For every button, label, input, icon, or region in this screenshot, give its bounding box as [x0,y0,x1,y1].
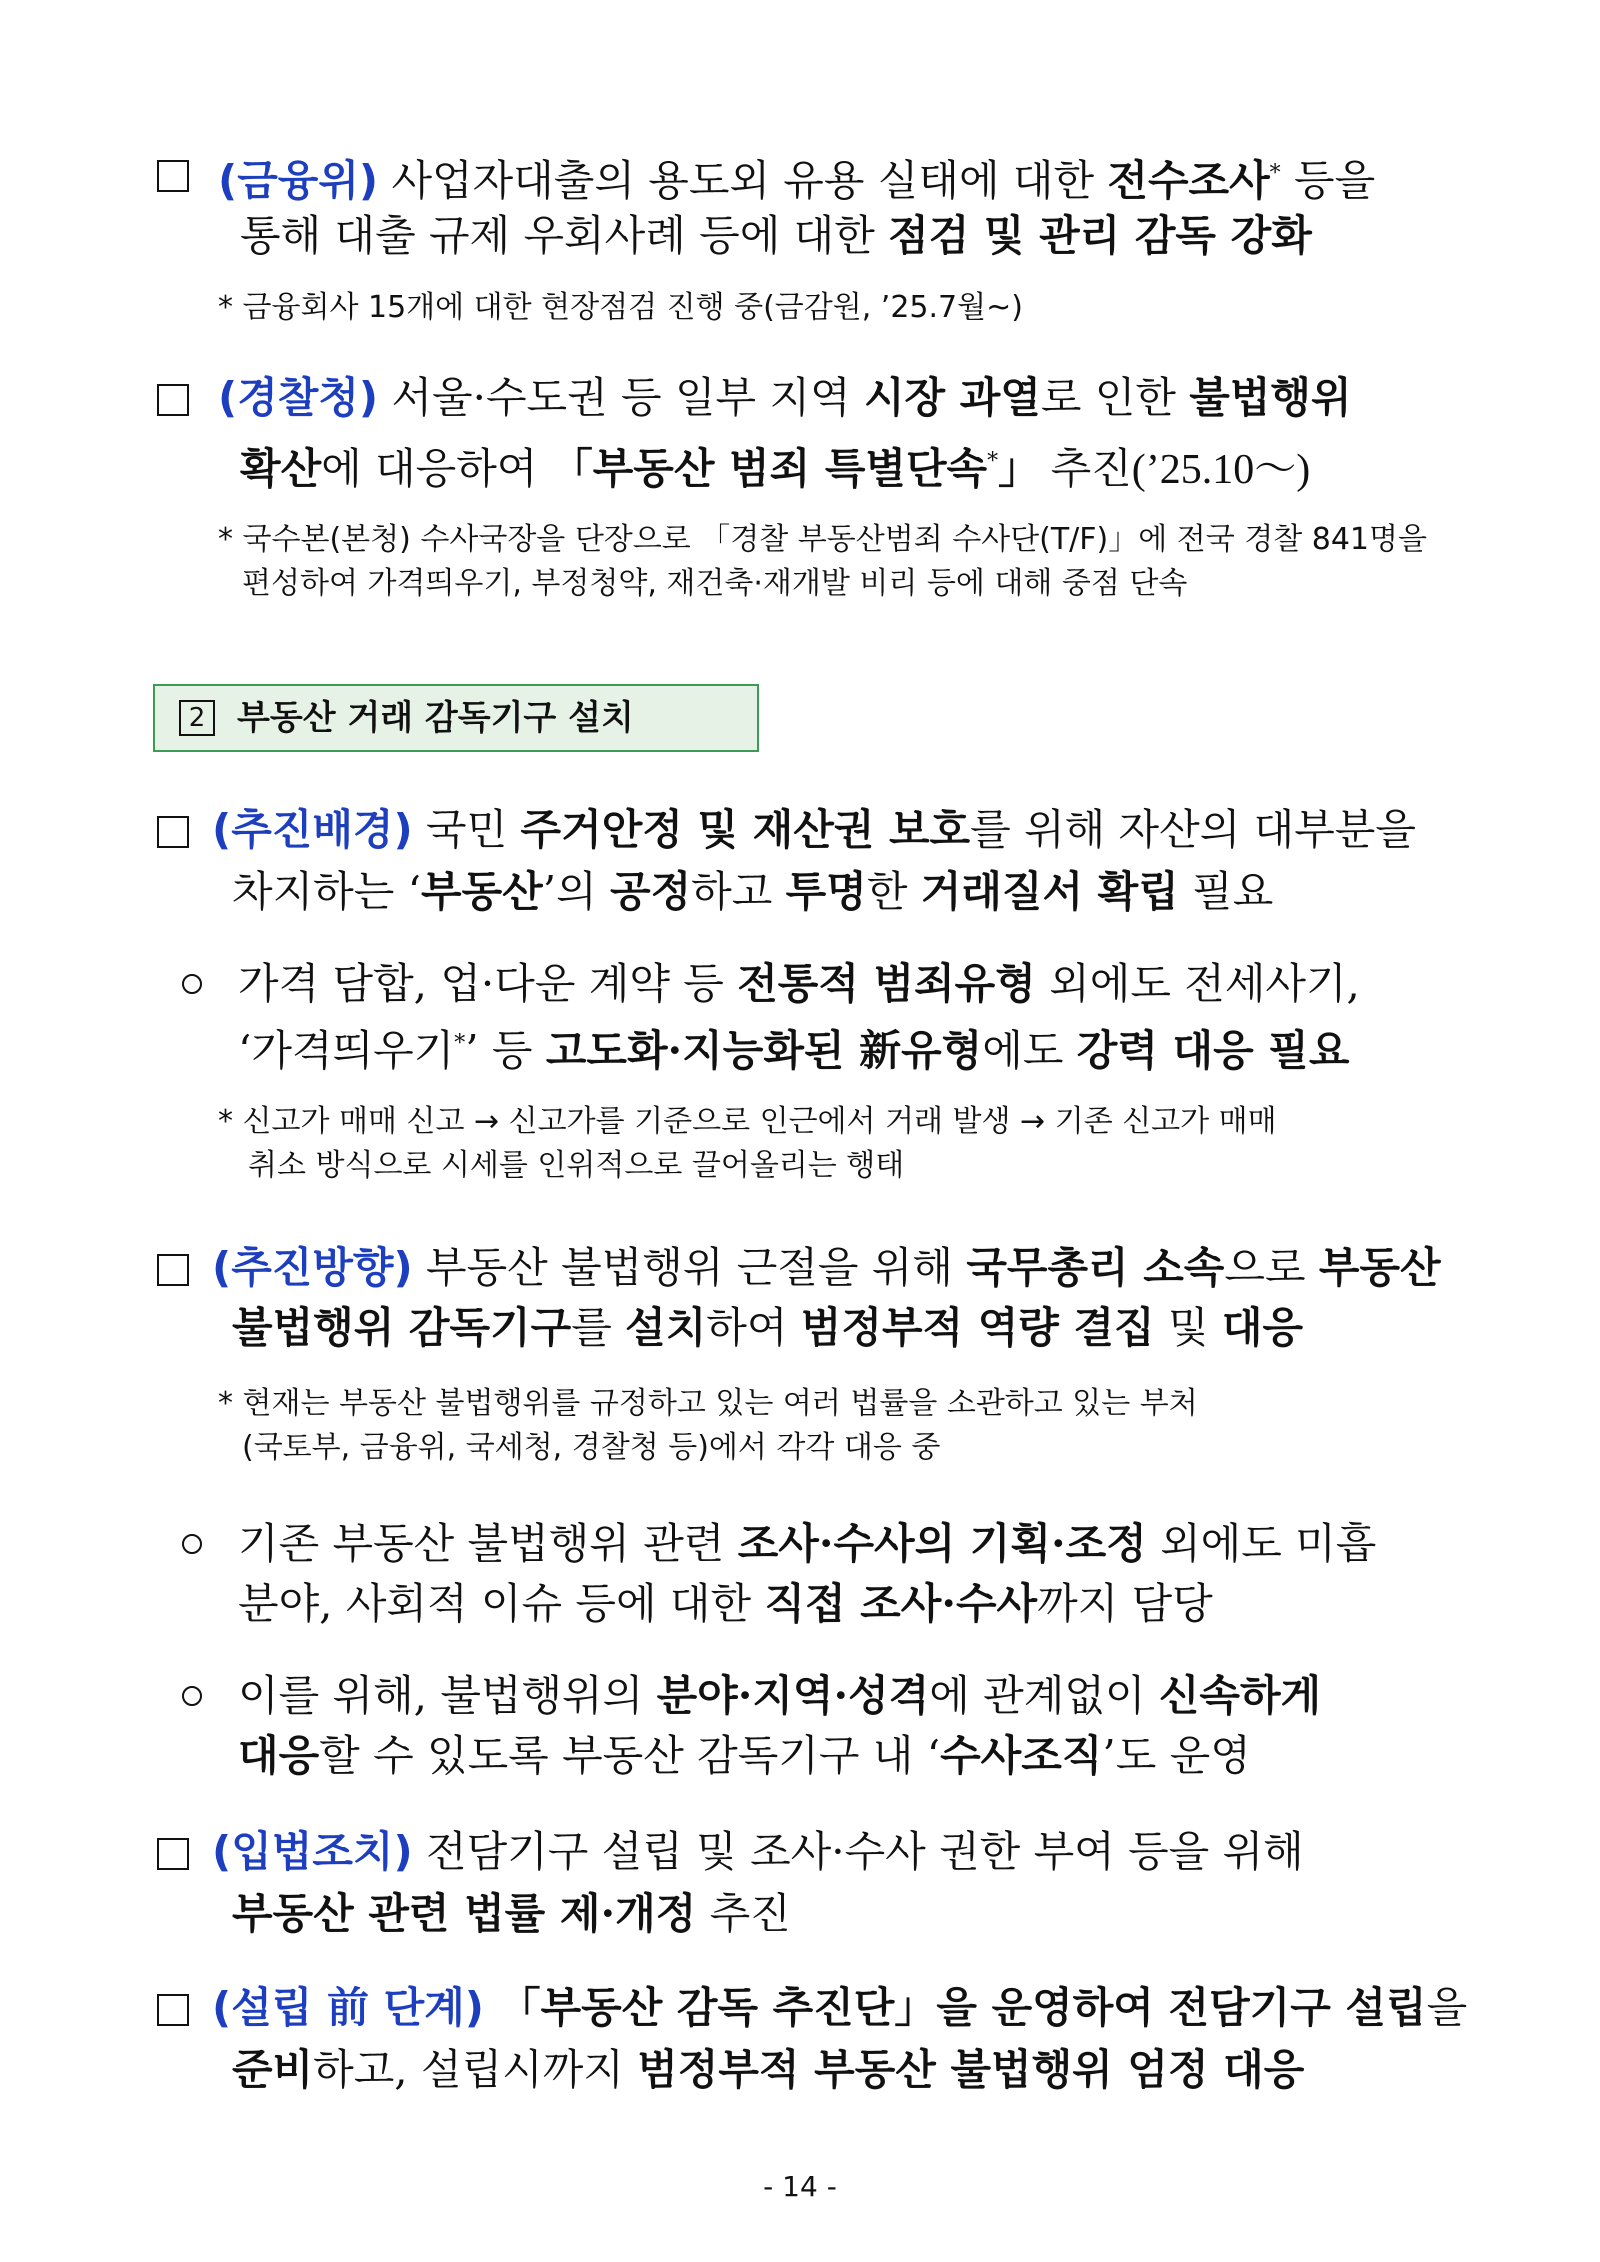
b1-line2: ‘가격띄우기*’ 등 고도화·지능화된 新유형에도 강력 대응 필요 [238,1026,1350,1075]
p1-note: * 금융회사 15개에 대한 현장점검 진행 중(금감원, ’25.7월~) [218,290,1023,325]
p2-line2: 확산에 대응하여 「부동산 범죄 특별단속*」 추진(’25.10～) [240,444,1311,493]
p1-line2: 통해 대출 규제 우회사례 등에 대한 점검 및 관리 감독 강화 [240,211,1312,260]
page-number: - 14 - [763,2170,837,2203]
p4-note-line2: (국토부, 금융위, 국세청, 경찰청 등)에서 각각 대응 중 [242,1430,941,1465]
checkbox-square-icon [157,1838,189,1870]
section-title: 부동산 거래 감독기구 설치 [237,698,634,738]
p2-note-line1: * 국수본(본청) 수사국장을 단장으로 「경찰 부동산범죄 수사단(T/F)」에 전국 경찰 841명을 [218,522,1427,557]
checkbox-square-icon [157,1254,189,1286]
b2-line1: 기존 부동산 불법행위 관련 조사·수사의 기획·조정 외에도 미흡 [238,1519,1377,1568]
bullet-circle-icon [182,974,202,994]
p2-note-line2: 편성하여 가격띄우기, 부정청약, 재건축·재개발 비리 등에 대해 중점 단속 [242,566,1188,601]
b3-line2: 대응할 수 있도록 부동산 감독기구 내 ‘수사조직’도 운영 [238,1731,1251,1780]
checkbox-square-icon [157,816,189,848]
checkbox-square-icon [157,1994,189,2026]
p5-line1: (입법조치) 전담기구 설립 및 조사·수사 권한 부여 등을 위해 [212,1827,1304,1876]
b1-note-line1: * 신고가 매매 신고 → 신고가를 기준으로 인근에서 거래 발생 → 기존 신고가 매매 [218,1104,1277,1139]
p2-line1: (경찰청) 서울·수도권 등 일부 지역 시장 과열로 인한 불법행위 [218,373,1352,422]
bullet-circle-icon [182,1686,202,1706]
p5-line2: 부동산 관련 법률 제·개정 추진 [232,1889,791,1938]
p4-line2: 불법행위 감독기구를 설치하여 범정부적 역량 결집 및 대응 [232,1303,1304,1352]
b1-line1: 가격 담합, 업·다운 계약 등 전통적 범죄유형 외에도 전세사기, [238,959,1360,1008]
section-number: 2 [179,700,215,736]
p3-line2: 차지하는 ‘부동산’의 공정하고 투명한 거래질서 확립 필요 [232,867,1274,916]
b3-line1: 이를 위해, 불법행위의 분야·지역·성격에 관계없이 신속하게 [238,1671,1322,1720]
p6-line1: (설립 前 단계) 「부동산 감독 추진단」을 운영하여 전담기구 설립을 [212,1983,1468,2032]
checkbox-square-icon [157,384,189,416]
p3-line1: (추진배경) 국민 주거안정 및 재산권 보호를 위해 자산의 대부분을 [212,805,1416,854]
b2-line2: 분야, 사회적 이슈 등에 대한 직접 조사·수사까지 담당 [238,1579,1213,1628]
b1-note-line2: 취소 방식으로 시세를 인위적으로 끌어올리는 행태 [248,1148,905,1183]
p1-line1: (금융위) 사업자대출의 용도외 유용 실태에 대한 전수조사* 등을 [218,156,1376,205]
p4-note-line1: * 현재는 부동산 불법행위를 규정하고 있는 여러 법률을 소관하고 있는 부처 [218,1386,1198,1421]
p4-line1: (추진방향) 부동산 불법행위 근절을 위해 국무총리 소속으로 부동산 [212,1243,1441,1292]
section-header [153,684,759,752]
checkbox-square-icon [157,160,189,192]
p6-line2: 준비하고, 설립시까지 범정부적 부동산 불법행위 엄정 대응 [232,2045,1305,2094]
bullet-circle-icon [182,1534,202,1554]
